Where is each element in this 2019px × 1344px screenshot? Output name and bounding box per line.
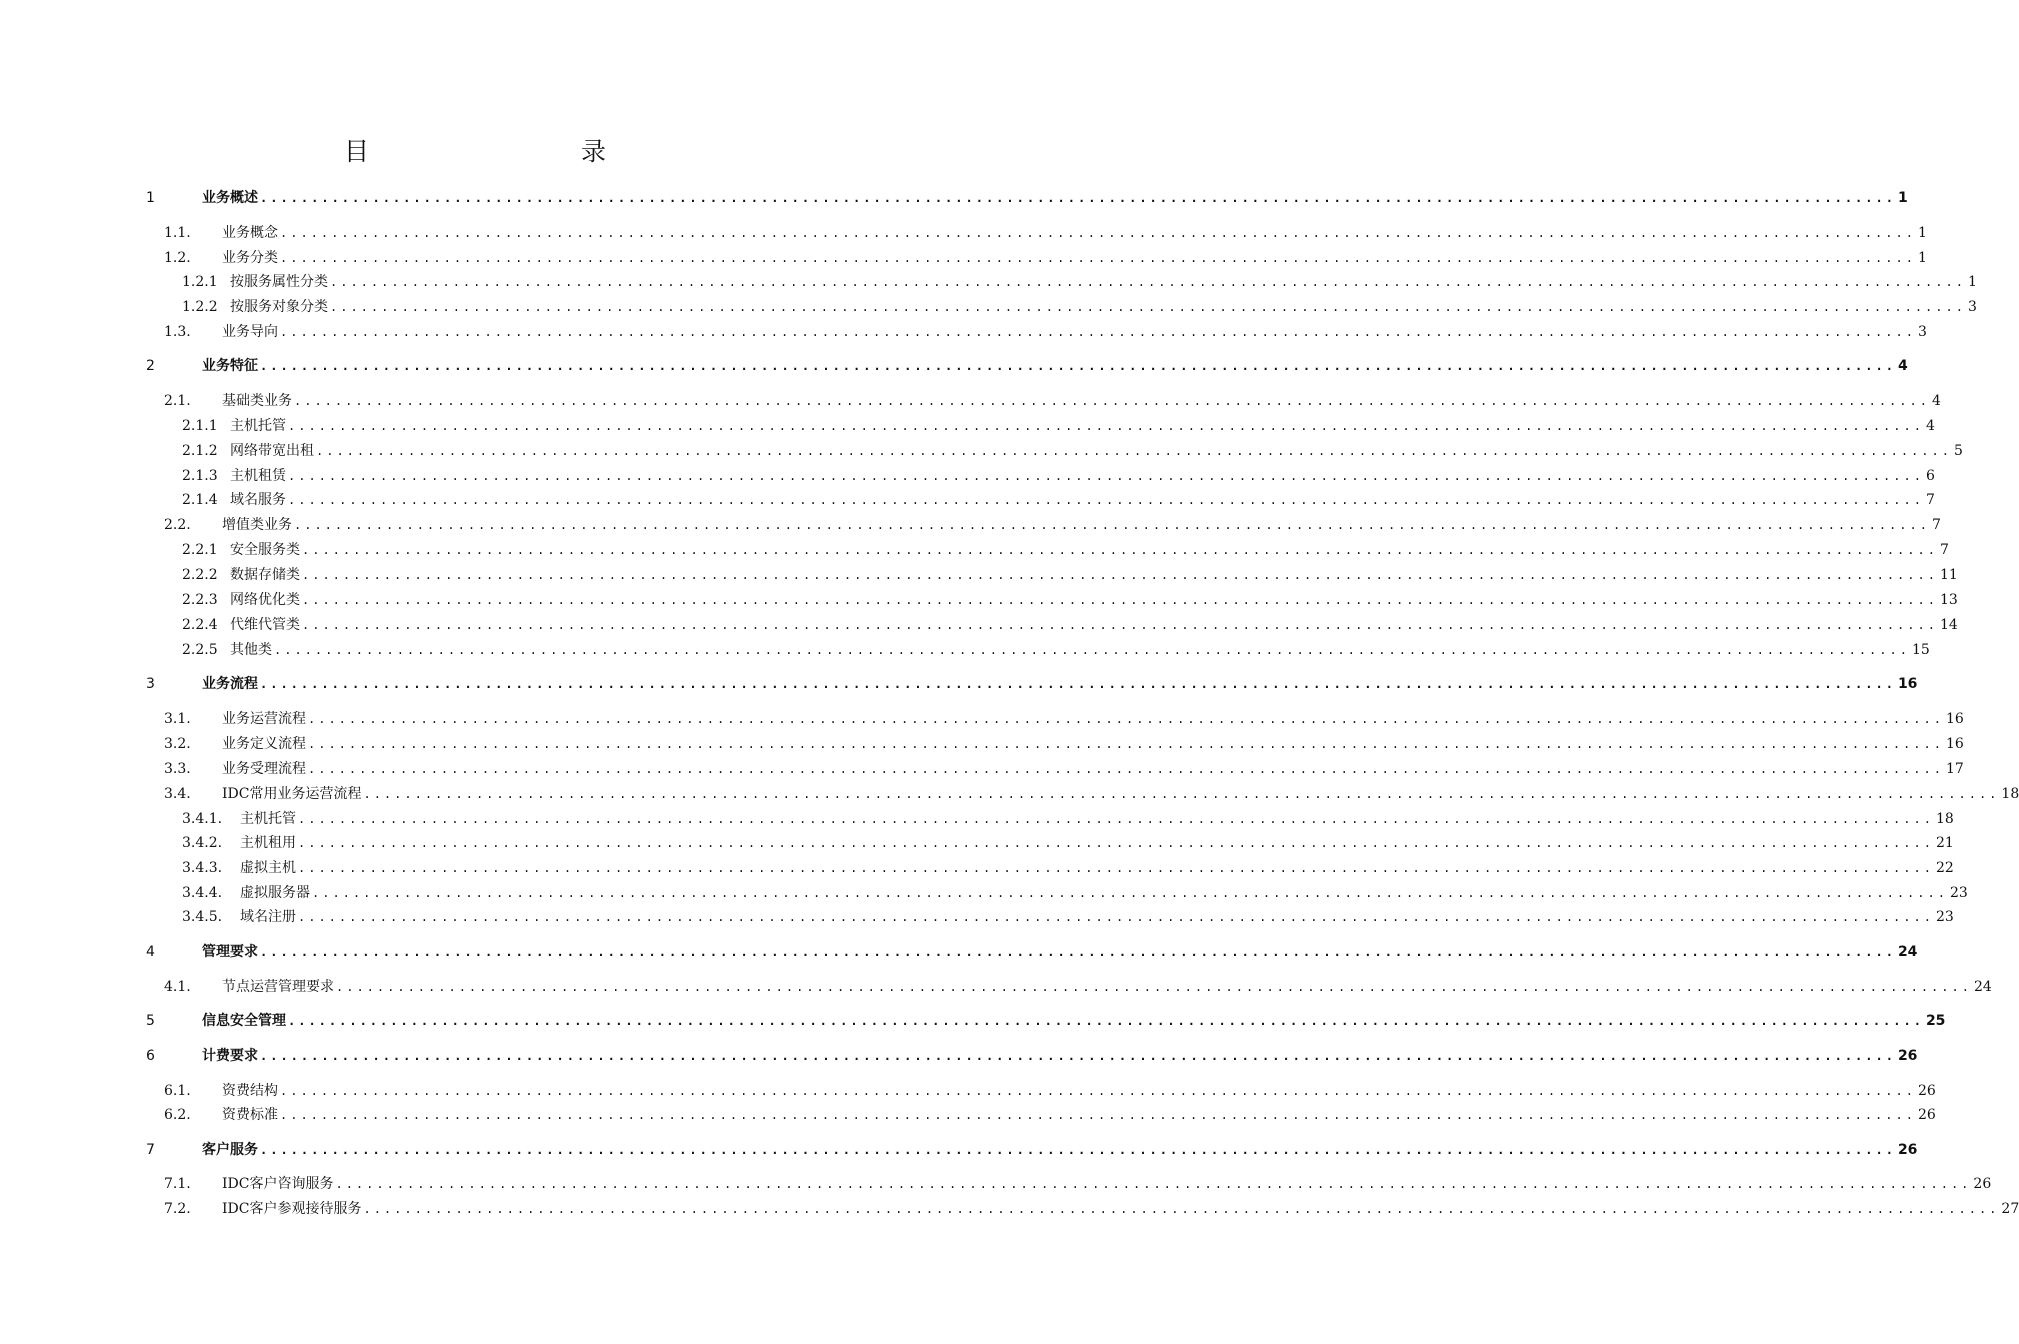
toc-entry-page-number: 13 [1939,592,1958,608]
dot-leader: ................................................................................................................................................................ [294,518,1930,532]
dot-leader: ................................................................................................................................................................ [260,945,1896,959]
toc-entry-number: 2.1.3 [182,468,218,484]
toc-entry-number: 1.1. [164,225,191,241]
dot-leader: ................................................................................................................................................................ [308,712,1944,726]
toc-entry-page-number: 11 [1939,567,1958,583]
dot-leader: ................................................................................................................................................................ [280,226,1916,240]
toc-entry-title: 节点运营管理要求 [222,979,334,995]
toc-entry-title: 主机托管 [230,418,286,434]
toc-entry[interactable] [0,514,1941,536]
toc-entry-title: 按服务属性分类 [230,274,328,290]
toc-entry[interactable] [0,1080,1936,1102]
dot-leader: ................................................................................................................................................................ [335,1177,1972,1191]
toc-entry[interactable] [0,187,1908,209]
toc-entry-number: 2.2.1 [182,542,218,558]
toc-entry-title: 信息安全管理 [202,1013,286,1029]
toc-entry[interactable] [0,296,1977,318]
toc-entry[interactable] [0,783,2019,805]
dot-leader: ................................................................................................................................................................ [316,444,1952,458]
toc-entry-number: 2.2.2 [182,567,218,583]
toc-entry-title: 网络优化类 [230,592,300,608]
dot-leader: ................................................................................................................................................................ [260,677,1896,691]
dot-leader: ................................................................................................................................................................ [308,762,1944,776]
toc-entry-title: 其他类 [230,642,272,658]
toc-entry-title: 业务概述 [202,190,258,206]
toc-entry[interactable] [0,465,1935,487]
toc-entry-page-number: 23 [1935,909,1954,925]
toc-entry-title: 客户服务 [202,1142,258,1158]
dot-leader: ................................................................................................................................................................ [308,737,1944,751]
toc-entry-title: 主机租赁 [230,468,286,484]
toc-entry-title: 基础类业务 [222,393,292,409]
toc-entry-title: 按服务对象分类 [230,299,328,315]
toc-entry-number: 2.2.4 [182,617,218,633]
dot-leader: ................................................................................................................................................................ [260,359,1896,373]
toc-entry[interactable] [0,808,1954,830]
toc-entry-title: 业务分类 [222,250,278,266]
toc-entry-title: 数据存储类 [230,567,300,583]
toc-entry[interactable] [0,440,1963,462]
toc-entry-number: 2 [146,358,155,374]
dot-leader: ................................................................................................................................................................ [280,1084,1916,1098]
toc-entry-number: 2.1.2 [182,443,218,459]
toc-entry-title: 域名注册 [240,909,296,925]
toc-entry[interactable] [0,539,1949,561]
dot-leader: ................................................................................................................................................................ [363,787,2000,801]
toc-entry-number: 7.1. [164,1176,191,1192]
toc-entry[interactable] [0,247,1927,269]
toc-entry-title: 管理要求 [202,944,258,960]
toc-entry[interactable] [0,614,1958,636]
toc-entry-page-number: 4 [1931,393,1941,409]
toc-entry-number: 3.4.5. [182,909,223,925]
toc-entry-number: 2.1. [164,393,191,409]
dot-leader: ................................................................................................................................................................ [288,469,1924,483]
toc-entry[interactable] [0,673,1918,695]
toc-entry-title: 主机托管 [240,811,296,827]
toc-entry-number: 3.2. [164,736,191,752]
toc-entry-number: 3.4.3. [182,860,223,876]
toc-entry[interactable] [0,1045,1918,1067]
toc-entry[interactable] [0,1104,1936,1126]
dot-leader: ................................................................................................................................................................ [288,493,1924,507]
toc-entry-number: 3.1. [164,711,191,727]
toc-entry-number: 2.1.4 [182,492,218,508]
toc-entry-number: 1 [146,190,155,206]
toc-entry-page-number: 1 [1917,225,1927,241]
toc-entry[interactable] [0,415,1935,437]
toc-entry-number: 5 [146,1013,155,1029]
toc-entry-number: 1.2. [164,250,191,266]
toc-entry-title: 安全服务类 [230,542,300,558]
toc-entry-page-number: 24 [1973,979,1992,995]
toc-entry-title: 资费标准 [222,1107,278,1123]
toc-entry[interactable] [0,355,1908,377]
toc-entry-page-number: 4 [1925,418,1935,434]
dot-leader: ................................................................................................................................................................ [260,1049,1896,1063]
toc-entry-number: 3.4.1. [182,811,223,827]
dot-leader: ................................................................................................................................................................ [312,886,1948,900]
toc-entry-page-number: 23 [1949,885,1968,901]
toc-entry-title: 资费结构 [222,1083,278,1099]
toc-entry-page-number: 26 [1897,1142,1918,1158]
toc-entry-title: 代维代管类 [230,617,300,633]
toc-entry-title: 虚拟服务器 [240,885,310,901]
dot-leader: ................................................................................................................................................................ [302,593,1938,607]
dot-leader: ................................................................................................................................................................ [280,325,1916,339]
toc-entry-page-number: 25 [1925,1013,1946,1029]
toc-entry-page-number: 4 [1897,358,1908,374]
toc-entry-number: 3.4. [164,786,191,802]
toc-entry-title: 增值类业务 [222,517,292,533]
toc-entry-page-number: 1 [1967,274,1977,290]
toc-entry-page-number: 3 [1917,324,1927,340]
toc-entry-page-number: 22 [1935,860,1954,876]
toc-entry-page-number: 24 [1897,944,1918,960]
toc-entry[interactable] [0,564,1958,586]
toc-entry-page-number: 26 [1917,1083,1936,1099]
toc-entry-page-number: 15 [1911,642,1930,658]
toc-entry[interactable] [0,321,1927,343]
dot-leader: ................................................................................................................................................................ [298,910,1934,924]
dot-leader: ................................................................................................................................................................ [260,1143,1896,1157]
toc-entry-number: 4.1. [164,979,191,995]
toc-entry-title: 虚拟主机 [240,860,296,876]
toc-entry-number: 2.2.3 [182,592,218,608]
toc-entry[interactable] [0,857,1954,879]
toc-entry-title: 网络带宽出租 [230,443,314,459]
toc-entry-page-number: 16 [1945,711,1964,727]
toc-entry-title: 域名服务 [230,492,286,508]
dot-leader: ................................................................................................................................................................ [363,1202,2000,1216]
toc-entry-number: 2.2.5 [182,642,218,658]
dot-leader: ................................................................................................................................................................ [302,568,1938,582]
toc-entry-title: 业务导向 [222,324,278,340]
toc-entry-page-number: 6 [1925,468,1935,484]
toc-entry-number: 1.3. [164,324,191,340]
toc-entry-page-number: 7 [1939,542,1949,558]
toc-entry-number: 6 [146,1048,155,1064]
toc-entry-page-number: 3 [1967,299,1977,315]
toc-entry-number: 1.2.1 [182,274,218,290]
toc-entry-title: 业务定义流程 [222,736,306,752]
toc-entry-number: 1.2.2 [182,299,218,315]
toc-entry[interactable] [0,1198,2019,1220]
dot-leader: ................................................................................................................................................................ [330,275,1966,289]
toc-entry-page-number: 26 [1973,1176,1992,1192]
toc-entry-title: IDC常用业务运营流程 [222,786,362,802]
toc-entry-number: 7 [146,1142,155,1158]
toc-entry-page-number: 18 [1935,811,1954,827]
dot-leader: ................................................................................................................................................................ [330,300,1966,314]
toc-entry-number: 3.3. [164,761,191,777]
page-title: 目 录 [343,137,660,166]
toc-entry-title: 计费要求 [202,1048,258,1064]
dot-leader: ................................................................................................................................................................ [298,836,1934,850]
toc-entry[interactable] [0,222,1927,244]
toc-entry[interactable] [0,1139,1918,1161]
toc-entry-number: 6.1. [164,1083,191,1099]
dot-leader: ................................................................................................................................................................ [288,419,1924,433]
toc-entry[interactable] [0,708,1964,730]
dot-leader: ................................................................................................................................................................ [302,543,1938,557]
dot-leader: ................................................................................................................................................................ [294,394,1930,408]
toc-entry-title: 业务运营流程 [222,711,306,727]
dot-leader: ................................................................................................................................................................ [336,980,1972,994]
dot-leader: ................................................................................................................................................................ [280,1108,1916,1122]
dot-leader: ................................................................................................................................................................ [298,812,1934,826]
toc-entry[interactable] [0,733,1964,755]
toc-entry-title: 业务特征 [202,358,258,374]
toc-entry[interactable] [0,639,1930,661]
toc-entry-number: 6.2. [164,1107,191,1123]
toc-entry[interactable] [0,941,1918,963]
toc-entry-page-number: 1 [1897,190,1908,206]
toc-entry[interactable] [0,1010,1946,1032]
toc-entry-title: 业务流程 [202,676,258,692]
toc-entry-number: 4 [146,944,155,960]
toc-entry-page-number: 16 [1945,736,1964,752]
toc-entry-page-number: 5 [1953,443,1963,459]
toc-entry-page-number: 17 [1945,761,1964,777]
toc-entry-number: 2.1.1 [182,418,218,434]
toc-entry[interactable] [0,882,1968,904]
toc-entry-number: 3.4.4. [182,885,223,901]
toc-entry[interactable] [0,589,1958,611]
dot-leader: ................................................................................................................................................................ [260,191,1896,205]
toc-entry[interactable] [0,832,1954,854]
toc-entry-page-number: 1 [1917,250,1927,266]
toc-entry[interactable] [0,1173,1992,1195]
toc-entry-page-number: 7 [1925,492,1935,508]
toc-entry-number: 3 [146,676,155,692]
dot-leader: ................................................................................................................................................................ [274,643,1910,657]
toc-entry-page-number: 7 [1931,517,1941,533]
dot-leader: ................................................................................................................................................................ [298,861,1934,875]
toc-entry-page-number: 16 [1897,676,1918,692]
toc-entry-number: 3.4.2. [182,835,223,851]
toc-entry-title: 业务受理流程 [222,761,306,777]
toc-entry-title: IDC客户咨询服务 [222,1176,334,1192]
dot-leader: ................................................................................................................................................................ [302,618,1938,632]
toc-entry-number: 2.2. [164,517,191,533]
toc-entry-page-number: 27 [2001,1201,2019,1217]
toc-entry-title: 业务概念 [222,225,278,241]
toc-entry[interactable] [0,489,1935,511]
toc-entry[interactable] [0,906,1954,928]
toc-entry-page-number: 18 [2001,786,2019,802]
toc-entry-title: IDC客户参观接待服务 [222,1201,362,1217]
toc-entry-page-number: 26 [1897,1048,1918,1064]
toc-entry-number: 7.2. [164,1201,191,1217]
toc-entry[interactable] [0,976,1992,998]
toc-entry[interactable] [0,758,1964,780]
toc-entry-page-number: 21 [1935,835,1954,851]
toc-entry-page-number: 26 [1917,1107,1936,1123]
toc-entry-page-number: 14 [1939,617,1958,633]
toc-entry-title: 主机租用 [240,835,296,851]
toc-entry[interactable] [0,390,1941,412]
dot-leader: ................................................................................................................................................................ [280,251,1916,265]
dot-leader: ................................................................................................................................................................ [288,1014,1924,1028]
toc-entry[interactable] [0,271,1977,293]
